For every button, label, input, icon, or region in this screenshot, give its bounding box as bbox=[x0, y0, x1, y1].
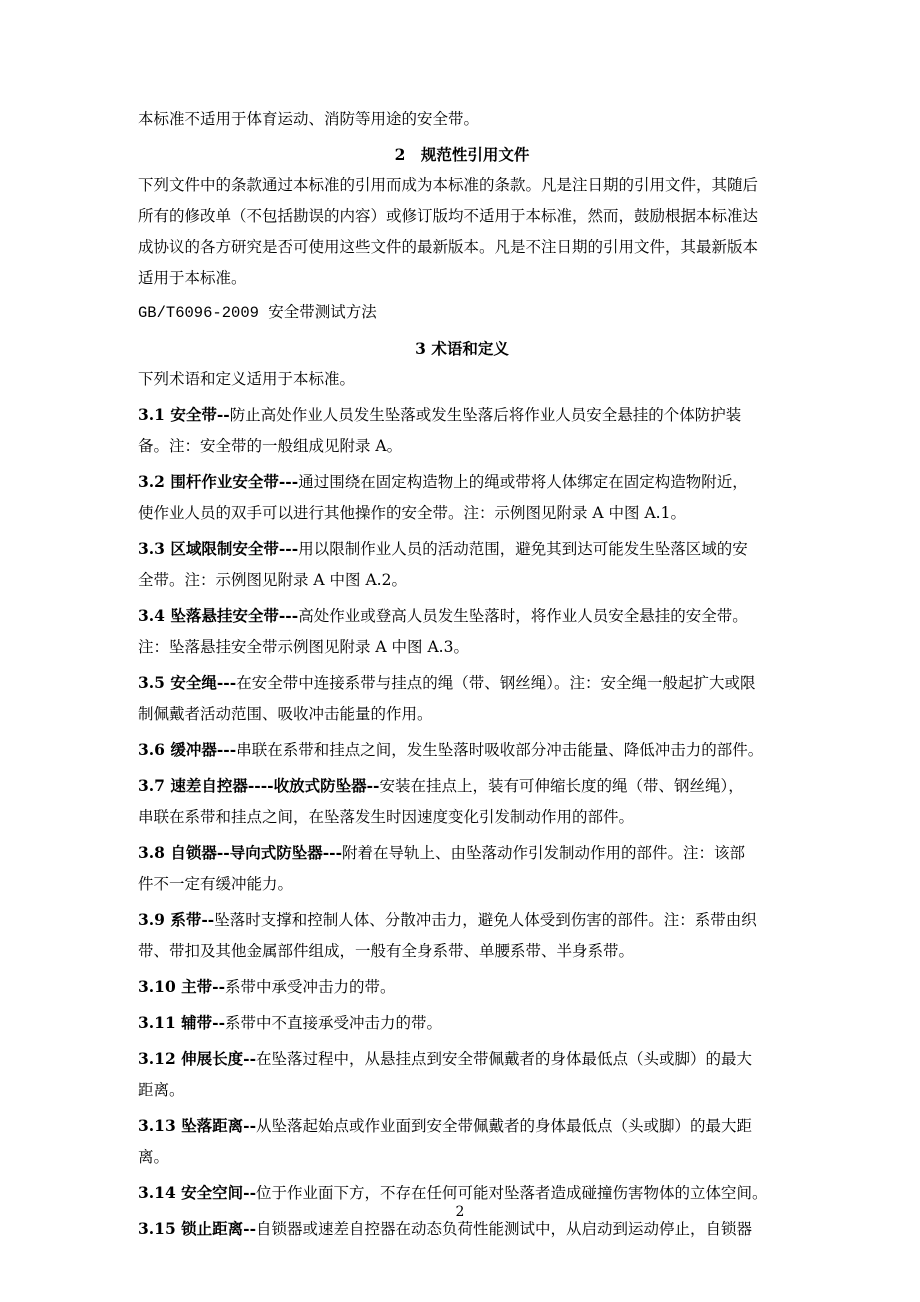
definition-continuation-line: 串联在系带和挂点之间，在坠落发生时因速度变化引发制动作用的部件。 bbox=[138, 808, 635, 826]
paragraph-line: 所有的修改单（不包括勘误的内容）或修订版均不适用于本标准，然而，鼓励根据本标准达 bbox=[138, 207, 759, 225]
definition-continuation-line: 离。 bbox=[138, 1148, 170, 1166]
definition-text: 用以限制作业人员的活动范围，避免其到达可能发生坠落区域的安 bbox=[298, 540, 748, 558]
definition-text: 在安全带中连接系带与挂点的绳（带、钢丝绳）。注：安全绳一般起扩大或限 bbox=[236, 674, 756, 692]
definition-first-line bbox=[138, 1043, 786, 1075]
definition-continuation-line: 备。注：安全带的一般组成见附录 A。 bbox=[138, 437, 403, 455]
definition-term: 主带-- bbox=[181, 977, 226, 996]
definition-first-line bbox=[138, 837, 786, 869]
definition-item bbox=[138, 1007, 786, 1039]
definition-item bbox=[138, 600, 786, 663]
definition-item bbox=[138, 1110, 786, 1173]
definition-first-line bbox=[138, 600, 786, 632]
definition-text: 坠落时支撑和控制人体、分散冲击力，避免人体受到伤害的部件。注：系带由织 bbox=[214, 911, 757, 929]
definition-term: 坠落距离-- bbox=[181, 1116, 257, 1135]
definition-text: 系带中承受冲击力的带。 bbox=[225, 978, 396, 996]
definition-text: 安装在挂点上，装有可伸缩长度的绳（带、钢丝绳）， bbox=[379, 777, 744, 795]
definition-continuation-line: 注：坠落悬挂安全带示例图见附录 A 中图 A.3。 bbox=[138, 638, 469, 656]
definition-item bbox=[138, 770, 786, 833]
normative-reference: GB/T6096-2009 安全带测试方法 bbox=[138, 304, 377, 322]
definition-text: 位于作业面下方，不存在任何可能对坠落者造成碰撞伤害物体的立体空间。 bbox=[256, 1184, 768, 1202]
definition-first-line bbox=[138, 770, 786, 802]
definition-term: 伸展长度-- bbox=[181, 1049, 257, 1068]
section-2-paragraph bbox=[138, 170, 786, 294]
definitions-list bbox=[138, 399, 786, 1245]
definition-number: 3.4 bbox=[138, 606, 171, 625]
page-number: 2 bbox=[455, 1204, 465, 1220]
definition-text: 防止高处作业人员发生坠落或发生坠落后将作业人员安全悬挂的个体防护装 bbox=[229, 406, 742, 424]
definition-text: 附着在导轨上、由坠落动作引发制动作用的部件。注：该部 bbox=[342, 844, 746, 862]
definition-number: 3.1 bbox=[138, 405, 171, 424]
definition-continuation-line: 件不一定有缓冲能力。 bbox=[138, 875, 294, 893]
definition-text: 自锁器或速差自控器在动态负荷性能测试中，从启动到运动停止，自锁器 bbox=[256, 1220, 753, 1238]
definition-continuation-line: 使作业人员的双手可以进行其他操作的安全带。注：示例图见附录 A 中图 A.1。 bbox=[138, 504, 686, 522]
paragraph-line: 适用于本标准。 bbox=[138, 269, 247, 287]
definition-term: 系带-- bbox=[170, 910, 215, 929]
definition-term: 锁止距离-- bbox=[181, 1219, 257, 1238]
definition-first-line bbox=[138, 1007, 786, 1039]
definition-number: 3.5 bbox=[138, 673, 171, 692]
definition-item bbox=[138, 734, 786, 766]
definition-text: 通过围绕在固定构造物上的绳或带将人体绑定在固定构造物附近， bbox=[298, 473, 748, 491]
definition-number: 3.3 bbox=[138, 539, 171, 558]
definition-item bbox=[138, 466, 786, 529]
definition-number: 3.8 bbox=[138, 843, 171, 862]
definition-number: 3.6 bbox=[138, 740, 171, 759]
definition-term: 区域限制安全带--- bbox=[170, 539, 299, 558]
definition-first-line bbox=[138, 904, 786, 936]
definition-term: 辅带-- bbox=[181, 1013, 226, 1032]
definition-term: 缓冲器--- bbox=[170, 740, 237, 759]
definition-number: 3.15 bbox=[138, 1219, 182, 1238]
definition-term: 坠落悬挂安全带--- bbox=[170, 606, 299, 625]
definition-first-line bbox=[138, 533, 786, 565]
definition-number: 3.10 bbox=[138, 977, 182, 996]
definition-first-line bbox=[138, 734, 786, 766]
definition-number: 3.12 bbox=[138, 1049, 182, 1068]
definition-number: 3.9 bbox=[138, 910, 171, 929]
definition-text: 从坠落起始点或作业面到安全带佩戴者的身体最低点（头或脚）的最大距 bbox=[256, 1117, 753, 1135]
definition-term: 安全空间-- bbox=[181, 1183, 257, 1202]
definition-number: 3.14 bbox=[138, 1183, 182, 1202]
definition-continuation-line: 距离。 bbox=[138, 1081, 185, 1099]
definition-text: 在坠落过程中，从悬挂点到安全带佩戴者的身体最低点（头或脚）的最大 bbox=[256, 1050, 753, 1068]
definition-item bbox=[138, 904, 786, 967]
definition-term: 安全带-- bbox=[170, 405, 230, 424]
section-3-heading: 3 术语和定义 bbox=[415, 339, 509, 358]
definition-item bbox=[138, 399, 786, 462]
definition-continuation-line: 带、带扣及其他金属部件组成，一般有全身系带、单腰系带、半身系带。 bbox=[138, 942, 635, 960]
section-3-intro: 下列术语和定义适用于本标准。 bbox=[138, 370, 356, 388]
definition-first-line bbox=[138, 667, 786, 699]
definition-first-line bbox=[138, 399, 786, 431]
definition-text: 系带中不直接承受冲击力的带。 bbox=[225, 1014, 443, 1032]
definition-first-line bbox=[138, 1110, 786, 1142]
definition-item bbox=[138, 533, 786, 596]
scope-line: 本标准不适用于体育运动、消防等用途的安全带。 bbox=[138, 110, 480, 128]
section-2-heading: 2 规范性引用文件 bbox=[394, 145, 530, 164]
definition-item bbox=[138, 1043, 786, 1106]
definition-number: 3.13 bbox=[138, 1116, 182, 1135]
definition-item bbox=[138, 971, 786, 1003]
definition-item bbox=[138, 837, 786, 900]
definition-number: 3.11 bbox=[138, 1013, 182, 1032]
definition-term: 自锁器--导向式防坠器--- bbox=[170, 843, 343, 862]
paragraph-line: 下列文件中的条款通过本标准的引用而成为本标准的条款。凡是注日期的引用文件，其随后 bbox=[138, 176, 759, 194]
definition-text: 高处作业或登高人员发生坠落时，将作业人员安全悬挂的安全带。 bbox=[298, 607, 748, 625]
definition-first-line bbox=[138, 971, 786, 1003]
paragraph-line: 成协议的各方研究是否可使用这些文件的最新版本。凡是不注日期的引用文件，其最新版本 bbox=[138, 238, 759, 256]
definition-number: 3.7 bbox=[138, 776, 171, 795]
definition-number: 3.2 bbox=[138, 472, 171, 491]
page-content bbox=[138, 104, 786, 1249]
definition-text: 串联在系带和挂点之间，发生坠落时吸收部分冲击能量、降低冲击力的部件。 bbox=[236, 741, 764, 759]
definition-continuation-line: 制佩戴者活动范围、吸收冲击能量的作用。 bbox=[138, 705, 433, 723]
definition-term: 安全绳--- bbox=[170, 673, 237, 692]
definition-first-line bbox=[138, 466, 786, 498]
definition-term: 围杆作业安全带--- bbox=[170, 472, 299, 491]
definition-item bbox=[138, 667, 786, 730]
definition-term: 速差自控器----收放式防坠器-- bbox=[170, 776, 380, 795]
definition-continuation-line: 全带。注：示例图见附录 A 中图 A.2。 bbox=[138, 571, 407, 589]
